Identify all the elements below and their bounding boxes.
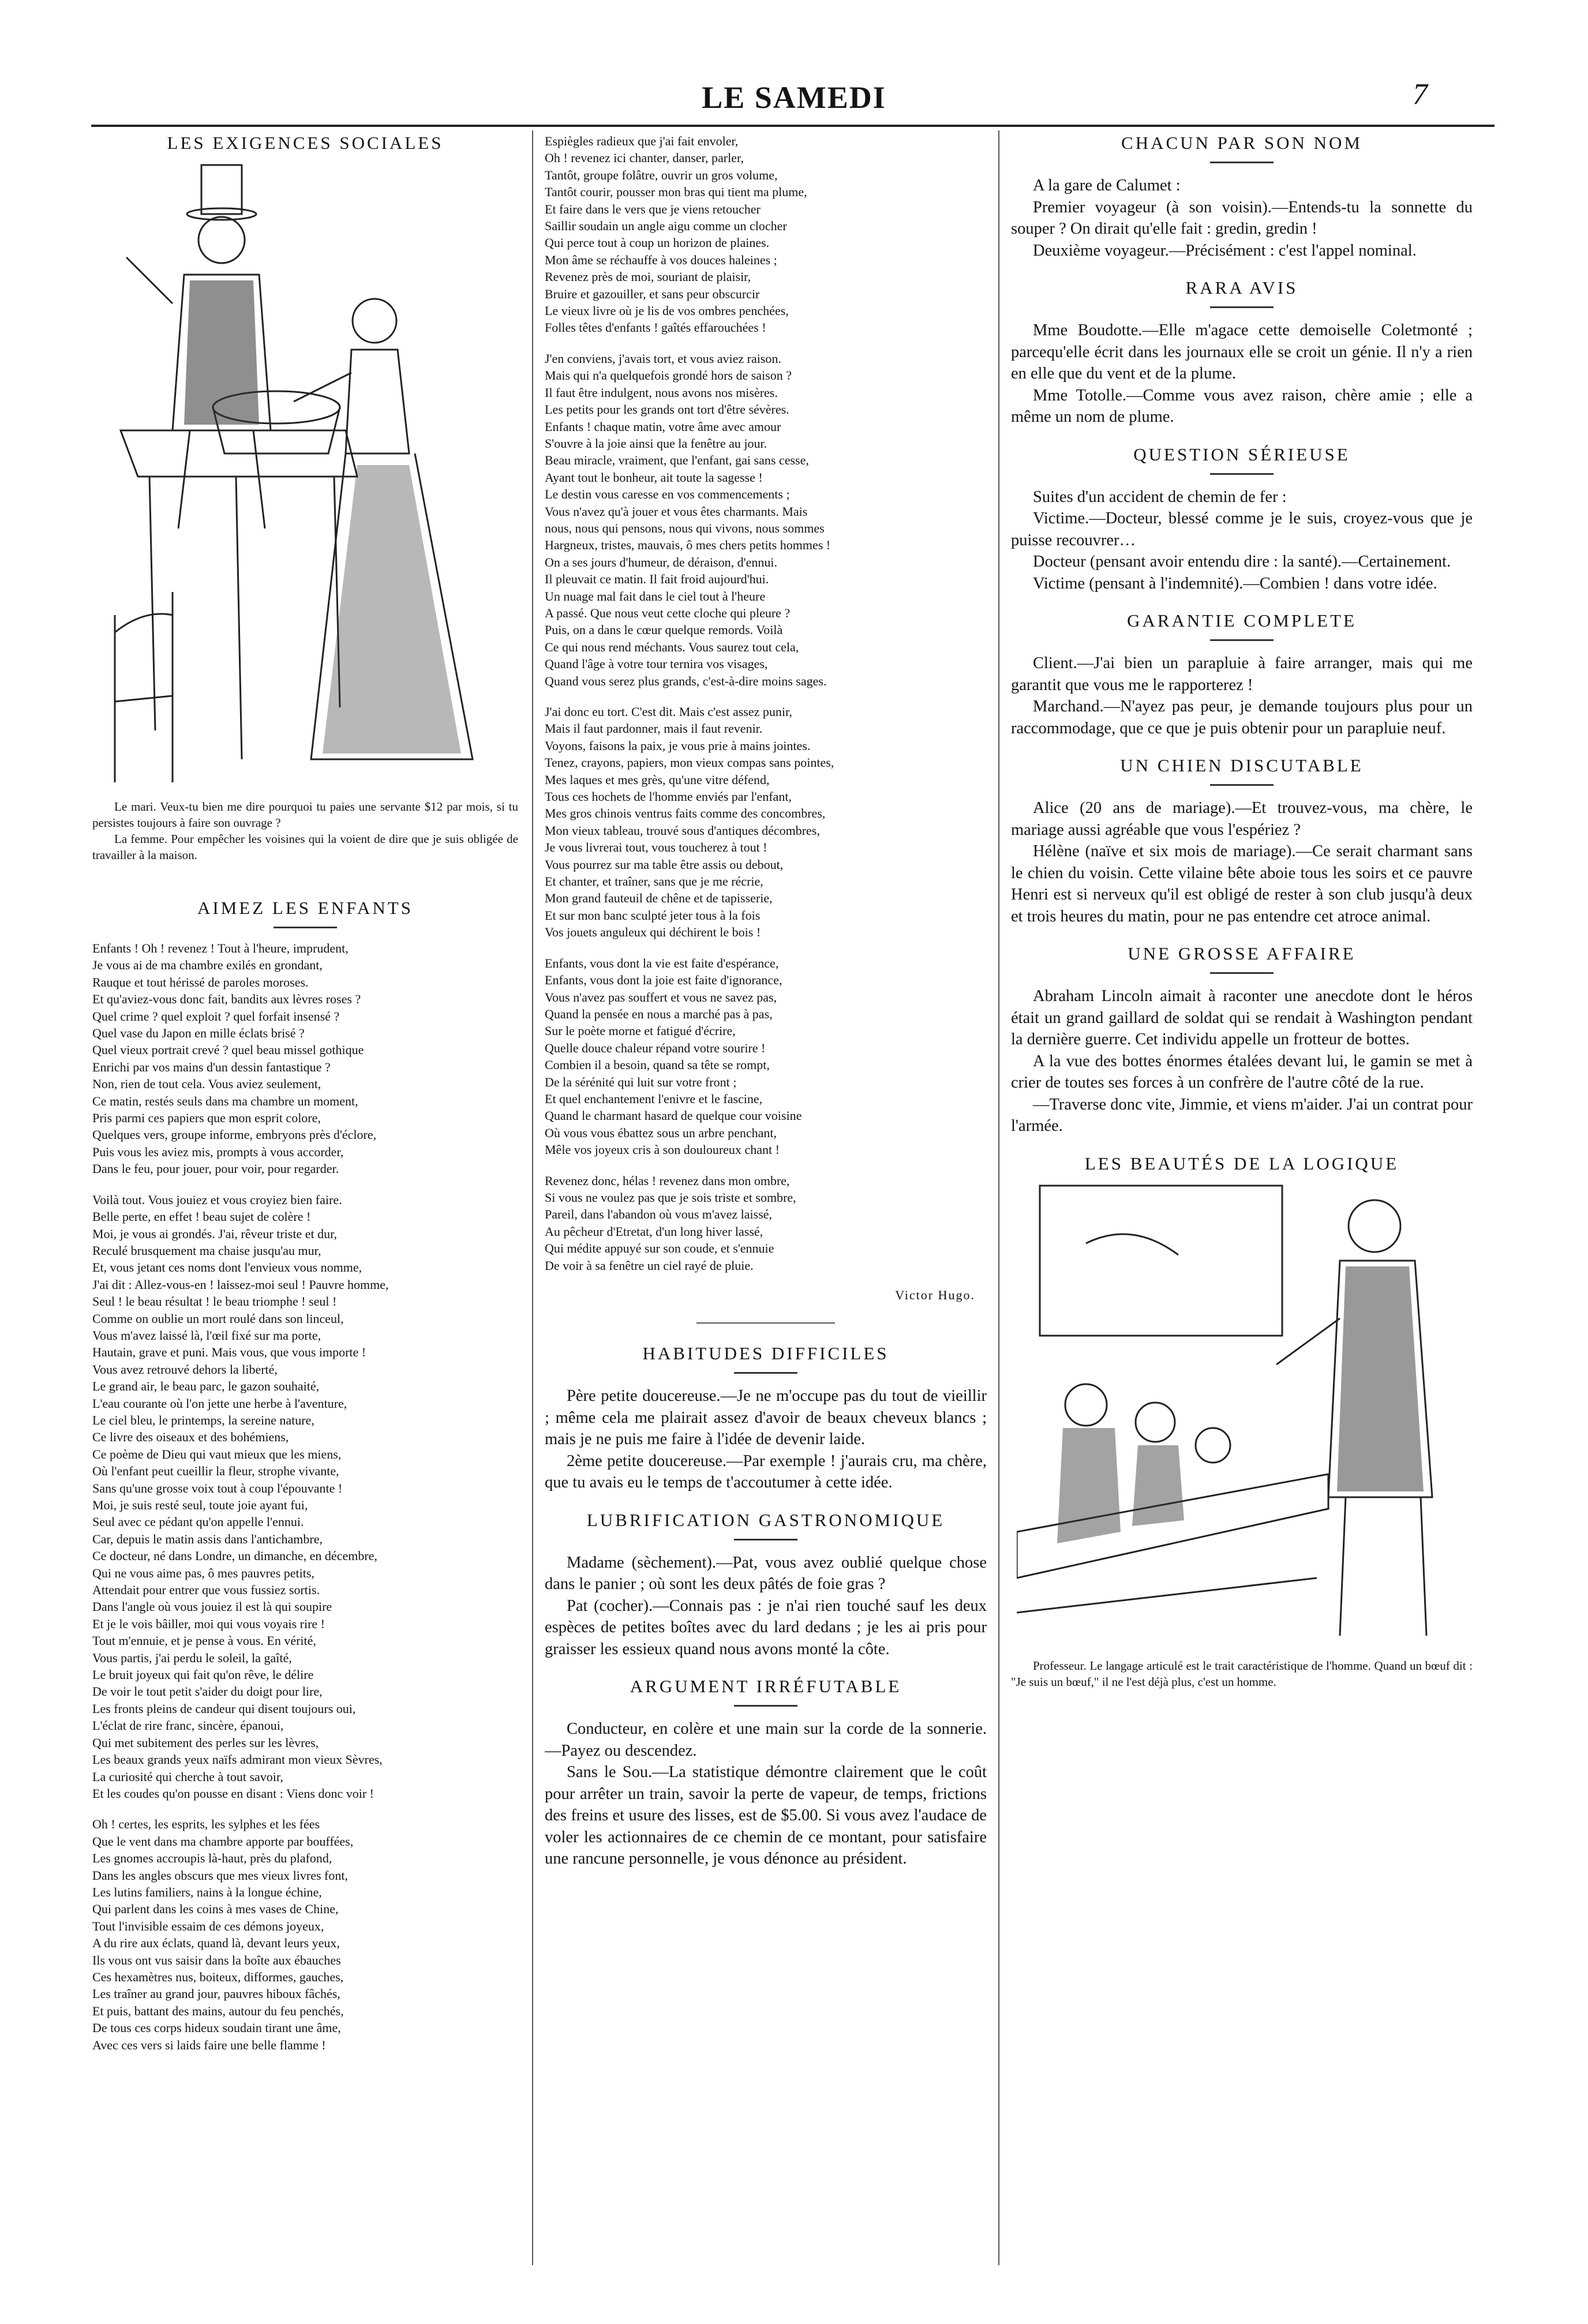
col3-anecdotes [1011, 133, 1473, 1137]
poem-line: Vous avez retrouvé dehors la liberté, [92, 1362, 278, 1377]
poem-line: Les fronts pleins de candeur qui disent toujours oui, [92, 1701, 356, 1716]
poem-line: Si vous ne voulez pas que je sois triste et sombre, [545, 1190, 796, 1205]
poem-line: Et je le vois bâiller, moi qui vous voyais rire ! [92, 1616, 325, 1631]
poem-line: Ce livre des oiseaux et des bohémiens, [92, 1430, 289, 1445]
poem-line: Le grand air, le beau parc, le gazon souhaité, [92, 1379, 320, 1394]
poem-line: Ils vous ont vus saisir dans la boîte aux ébauches [92, 1952, 341, 1967]
newspaper-masthead: LE SAMEDI [702, 80, 886, 115]
poem-line: Saillir soudain un angle aigu comme un clocher [545, 219, 787, 234]
paragraph: Docteur (pensant avoir entendu dire : la santé).—Certainement. [1033, 553, 1451, 571]
poem-line: Espiègles radieux que j'ai fait envoler, [545, 134, 739, 148]
poem-line: Oh ! certes, les esprits, les sylphes et les fées [92, 1817, 320, 1832]
anecdote-section [1011, 278, 1473, 428]
title-rule [1210, 473, 1274, 475]
poem-line: Vous m'avez laissé là, l'œil fixé sur ma porte, [92, 1328, 321, 1343]
poem-stanza [545, 350, 987, 689]
poem-line: Qui ne vous aime pas, ô mes pauvres petits, [92, 1565, 314, 1580]
paragraph: 2ème petite doucereuse.—Par exemple ! j'aurais cru, ma chère, que tu avais eu le temps de t'accoutumer à cette idée. [545, 1452, 987, 1491]
poem-line: Dans les angles obscurs que mes vieux livres font, [92, 1868, 348, 1883]
poem-line: Vous pourrez sur ma table être assis ou debout, [545, 857, 784, 872]
title-rule [734, 1705, 797, 1707]
poem-line: A passé. Que nous veut cette cloche qui pleure ? [545, 605, 791, 620]
poem-line: Vos jouets anguleux qui déchirent le bois ! [545, 925, 761, 940]
poem-line: Ce matin, restés seuls dans ma chambre un moment, [92, 1093, 358, 1108]
poem-line: A du rire aux éclats, quand là, devant leurs yeux, [92, 1936, 340, 1951]
poem-line: Tenez, crayons, papiers, mon vieux compas sans pointes, [545, 755, 834, 770]
poem-line: Mes gros chinois ventrus faits comme des concombres, [545, 806, 826, 821]
section-title: HABITUDES DIFFICILES [642, 1343, 889, 1363]
poem-line: Avec ces vers si laids faire une belle flamme ! [92, 2037, 326, 2052]
paragraph: —Traverse donc vite, Jimmie, et viens m'aider. J'ai un contrat pour l'armée. [1011, 1095, 1473, 1135]
poem-line: Reculé brusquement ma chaise jusqu'au mur, [92, 1243, 321, 1258]
poem-line: Le destin vous caresse en vos commencements ; [545, 487, 790, 502]
cartoon-illustration-exigences [103, 153, 507, 788]
poem-line: Quand la pensée en nous a marché pas à pas, [545, 1006, 773, 1021]
poem-line: Quand l'âge à votre tour ternira vos visages, [545, 657, 768, 672]
poem-line: Les traîner au grand jour, pauvres hiboux fâchés, [92, 1986, 340, 2001]
section-body [545, 1552, 987, 1660]
poem-line: Qui perce tout à coup un horizon de plaines. [545, 235, 770, 250]
poem-line: Rauque et tout hérissé de paroles moroses. [92, 974, 309, 989]
poem-line: Tantôt, groupe folâtre, ouvrir un gros volume, [545, 167, 778, 182]
poem-line: Enfants ! chaque matin, votre âme avec amour [545, 419, 781, 434]
poem-line: Revenez donc, hélas ! revenez dans mon ombre, [545, 1173, 790, 1188]
poem-line: Et, vous jetant ces noms dont l'envieux vous nomme, [92, 1260, 362, 1275]
title-rule [1210, 306, 1274, 308]
poem-line: Et qu'aviez-vous donc fait, bandits aux lèvres roses ? [92, 992, 361, 1007]
caption-line: Le mari. Veux-tu bien me dire pourquoi tu paies une servante $12 par mois, si tu persistes toujours à faire son ouvrage ? [92, 800, 518, 830]
paragraph: Premier voyageur (à son voisin).—Entends-tu la sonnette du souper ? On dirait qu'elle fait : gredin, gredin ! [1011, 198, 1473, 238]
poem-line: Le vieux livre où je lis de vos ombres penchées, [545, 303, 789, 318]
section-title: RARA AVIS [1185, 278, 1298, 298]
poem-line: Dans le feu, pour jouer, pour voir, pour regarder. [92, 1161, 339, 1176]
poem-line: Voyons, faisons la paix, je vous prie à mains jointes. [545, 738, 811, 753]
poem-line: Le bruit joyeux qui fait qu'on rêve, le délire [92, 1667, 314, 1682]
anecdote-section [1011, 133, 1473, 261]
paragraph: Mme Boudotte.—Elle m'agace cette demoiselle Coletmonté ; parcequ'elle écrit dans les journaux elle se croit un génie. Il n'y a rien en elle que du vent et de la plume. [1011, 321, 1473, 383]
title-rule [1210, 162, 1274, 163]
page-number: 7 [1413, 78, 1428, 111]
poem-line: Un nuage mal fait dans le ciel tout à l'heure [545, 589, 766, 604]
poem-line: Voilà tout. Vous jouiez et vous croyiez bien faire. [92, 1192, 342, 1207]
poem-stanza [545, 955, 987, 1159]
cartoon-illustration-logique [1017, 1174, 1467, 1647]
anecdote-section [1011, 755, 1473, 927]
poem-line: L'eau courante où l'on jette une herbe à l'aventure, [92, 1396, 347, 1411]
paragraph: Suites d'un accident de chemin de fer : [1033, 488, 1287, 506]
section-title: CHACUN PAR SON NOM [1121, 133, 1362, 153]
paragraph: Deuxième voyageur.—Précisément : c'est l'appel nominal. [1033, 241, 1417, 260]
section-body [1011, 653, 1473, 739]
poem-line: Moi, je suis resté seul, toute joie ayant fui, [92, 1498, 308, 1512]
title-rule [1210, 639, 1274, 641]
section-title: UNE GROSSE AFFAIRE [1128, 943, 1356, 964]
poem-line: Les gnomes accroupis là-haut, près du plafond, [92, 1851, 332, 1866]
poem-line: Folles têtes d'enfants ! gaîtés effarouchées ! [545, 320, 766, 335]
poem-line: Et sur mon banc sculpté jeter tous à la fois [545, 908, 761, 923]
poem-line: Tantôt courir, pousser mon bras qui tient ma plume, [545, 185, 807, 200]
poem-line: nous, nous qui pensons, nous qui vivons, nous sommes [545, 520, 825, 535]
cartoon-caption [1011, 1658, 1473, 1690]
poem-line: Vous partis, j'ai perdu le soleil, la gaîté, [92, 1650, 292, 1665]
poem-line: Quel vase du Japon en mille éclats brisé ? [92, 1026, 305, 1041]
column-divider-2 [998, 130, 999, 2265]
poem-line: Puis vous les aviez mis, prompts à vous accorder, [92, 1144, 344, 1159]
paragraph: Conducteur, en colère et une main sur la corde de la sonnerie.—Payez ou descendez. [545, 1720, 987, 1760]
poem-line: Qui met subitement des perles sur les lèvres, [92, 1735, 319, 1750]
poem-line: Et les coudes qu'on pousse en disant : Viens donc voir ! [92, 1786, 374, 1801]
poem-line: Enfants, vous dont la vie est faite d'espérance, [545, 955, 779, 970]
paragraph: A la vue des bottes énormes étalées devant lui, le gamin se met à crier de toutes ses forces à un confrère de l'autre côté de la rue. [1011, 1052, 1473, 1092]
poem-line: Je vous livrerai tout, vous toucherez à tout ! [545, 840, 767, 855]
anecdote-section [545, 1343, 987, 1494]
poem-line: Mon vieux tableau, trouvé sous d'antiques décombres, [545, 823, 820, 838]
poem-body-part-2 [545, 133, 987, 1274]
poem-line: Ces hexamètres nus, boiteux, difformes, gauches, [92, 1969, 344, 1984]
poem-line: De tous ces corps hideux soudain tirant une âme, [92, 2021, 341, 2036]
paragraph: Père petite doucereuse.—Je ne m'occupe pas du tout de vieillir ; même cela me plairait assez d'avoir de beaux cheveux blancs ; mais je ne puis me faire à l'idée de devenir laide. [545, 1387, 987, 1448]
poem-line: Les beaux grands yeux naïfs admirant mon vieux Sèvres, [92, 1752, 383, 1767]
poem-line: Seul avec ce pédant qu'on appelle l'ennui. [92, 1515, 304, 1530]
caption-line: La femme. Pour empêcher les voisines qui la voient de dire que je suis obligée de travailler à la maison. [92, 832, 518, 862]
poem-line: Tout m'ennuie, et je pense à vous. En vérité, [92, 1633, 316, 1648]
caption-text: Professeur. Le langage articulé est le trait caractéristique de l'homme. Quand un bœuf dit : "Je suis un bœuf," il ne l'est déjà plus, c'est un homme. [1011, 1658, 1473, 1689]
cartoon-caption [92, 799, 518, 863]
section-title: LUBRIFICATION GASTRONOMIQUE [586, 1509, 945, 1530]
poem-line: La curiosité qui cherche à tout savoir, [92, 1769, 283, 1784]
poem-line: Belle perte, en effet ! beau sujet de colère ! [92, 1209, 311, 1224]
poem-line: Il pleuvait ce matin. Il fait froid aujourd'hui. [545, 572, 769, 587]
poem-line: Et chanter, et traîner, sans que je me récrie, [545, 874, 763, 889]
poem-line: Enrichi par vos mains d'un dessin fantastique ? [92, 1059, 331, 1074]
poem-line: Où vous vous ébattez sous un arbre penchant, [545, 1125, 777, 1140]
poem-line: Mes laques et mes grès, qu'une vitre défend, [545, 772, 770, 787]
column-2 [545, 133, 987, 1886]
section-title: UN CHIEN DISCUTABLE [1120, 755, 1364, 775]
poem-line: L'éclat de rire franc, sincère, épanoui, [92, 1718, 284, 1733]
title-rule [734, 1539, 797, 1540]
poem-title: AIMEZ LES ENFANTS [197, 898, 413, 918]
poem-line: Puis, on a dans le cœur quelque remords. Voilà [545, 623, 783, 638]
poem-line: Les petits pour les grands ont tort d'être sévères. [545, 402, 789, 417]
paragraph: Mme Totolle.—Comme vous avez raison, chère amie ; elle a même un nom de plume. [1011, 386, 1473, 426]
poem-line: Ce docteur, né dans Londre, un dimanche, en décembre, [92, 1549, 377, 1564]
poem-line: Quel vieux portrait crevé ? quel beau missel gothique [92, 1043, 364, 1058]
poem-line: De voir à sa fenêtre un ciel rayé de pluie. [545, 1258, 754, 1273]
poem-line: S'ouvre à la joie ainsi que la fenêtre au jour. [545, 436, 767, 451]
poem-line: Comme on oublie un mort roulé dans son linceul, [92, 1311, 344, 1326]
poem-line: Sans qu'une grosse voix tout à coup l'épouvante ! [92, 1480, 343, 1495]
poem-line: Moi, je vous ai grondés. J'ai, rêveur triste et dur, [92, 1226, 338, 1241]
poem-line: J'en conviens, j'avais tort, et vous aviez raison. [545, 351, 781, 366]
poem-stanza [92, 1191, 518, 1802]
section-body [1011, 985, 1473, 1137]
col2-anecdotes [545, 1343, 987, 1870]
paragraph: Victime (pensant à l'indemnité).—Combien ! dans votre idée. [1033, 574, 1437, 593]
anecdote-section [1011, 444, 1473, 595]
poem-line: Vous n'avez qu'à jouer et vous êtes charmants. Mais [545, 504, 808, 519]
poem-body-part-1 [92, 940, 518, 2053]
anecdote-section [545, 1676, 987, 1870]
column-divider-1 [532, 130, 533, 2265]
paragraph: Sans le Sou.—La statistique démontre clairement que le coût pour arrêter un train, savoir la perte de vapeur, de temps, frictions des freins et usure des lisses, est de $5.00. Si vous avez l'audace de voler les actionnaires de ce chemin de ce montant, pour satisfaire une rancune personnelle, je vous dénonce au président. [545, 1763, 987, 1868]
poem-line: Seul ! le beau résultat ! le beau triomphe ! seul ! [92, 1294, 337, 1309]
title-rule [734, 1372, 797, 1374]
poem-line: Hargneux, tristes, mauvais, ô mes chers petits hommes ! [545, 538, 831, 553]
poem-line: Il faut être indulgent, nous avons nos misères. [545, 385, 778, 400]
poem-line: Et quel enchantement l'enivre et le fascine, [545, 1091, 763, 1106]
section-body [1011, 175, 1473, 261]
poem-line: Qui parlent dans les coins à mes vases de Chine, [92, 1902, 339, 1917]
title-rule [1210, 784, 1274, 786]
section-title: QUESTION SÉRIEUSE [1133, 444, 1350, 464]
poem-stanza [92, 940, 518, 1178]
poem-line: Je vous ai de ma chambre exilés en grondant, [92, 958, 323, 973]
poem-line: J'ai donc eu tort. C'est dit. Mais c'est assez punir, [545, 704, 792, 719]
poem-line: Mon grand fauteuil de chêne et de tapisserie, [545, 891, 773, 906]
poem-line: Car, depuis le matin assis dans l'antichambre, [92, 1531, 323, 1546]
poem-line: Dans l'angle où vous jouiez il est là qui soupire [92, 1599, 332, 1614]
poem-line: Attendait pour entrer que vous fussiez sortis. [92, 1583, 320, 1598]
section-title: ARGUMENT IRRÉFUTABLE [630, 1676, 902, 1696]
poem-line: De la sérénité qui luit sur votre front ; [545, 1074, 737, 1089]
poem-stanza [545, 133, 987, 336]
poem-line: Pris parmi ces papiers que mon esprit colore, [92, 1111, 321, 1126]
paragraph: Pat (cocher).—Connais pas : je n'ai rien touché sauf les deux espèces de petites boîtes avec du lard dedans ; je les ai pris pour graisser les essieux quand nous avons monté la côte. [545, 1596, 987, 1658]
section-title: GARANTIE COMPLETE [1127, 610, 1357, 631]
poem-line: Combien il a besoin, quand sa tête se rompt, [545, 1058, 770, 1073]
paragraph: Alice (20 ans de mariage).—Et trouvez-vous, ma chère, le mariage aussi agréable que vous l'espériez ? [1011, 799, 1473, 839]
section-body [1011, 486, 1473, 595]
poem-line: Quand le charmant hasard de quelque cour voisine [545, 1108, 802, 1123]
paragraph: Client.—J'ai bien un parapluie à faire arranger, mais qui me garantit que vous me le rapporterez ! [1011, 654, 1473, 694]
title-rule [274, 927, 337, 928]
title-rule [1210, 972, 1274, 974]
paragraph: Madame (sèchement).—Pat, vous avez oublié quelque chose dans le panier ; où sont les deux pâtés de foie gras ? [545, 1553, 987, 1593]
paragraph: A la gare de Calumet : [1033, 177, 1181, 194]
poem-line: Ce qui nous rend méchants. Vous saurez tout cela, [545, 639, 799, 654]
poem-line: Quand vous serez plus grands, c'est-à-dire moins sages. [545, 673, 827, 688]
poem-line: Enfants, vous dont la joie est faite d'ignorance, [545, 973, 782, 988]
poem-line: Et faire dans le vers que je viens retoucher [545, 201, 761, 216]
poem-line: Beau miracle, vraiment, que l'enfant, gai sans cesse, [545, 453, 809, 468]
poem-line: Ayant tout le bonheur, ait toute la sagesse ! [545, 470, 763, 485]
poem-line: Sur le poète morne et fatigué d'écrire, [545, 1024, 736, 1039]
poem-line: Pareil, dans l'abandon où vous m'avez laissé, [545, 1207, 773, 1222]
column-3 [1011, 133, 1473, 1690]
anecdote-section [545, 1510, 987, 1660]
paragraph: Victime.—Docteur, blessé comme je le suis, croyez-vous que je puisse recouvrer… [1011, 509, 1473, 549]
separator-rule [696, 1322, 835, 1324]
poem-line: Les lutins familiers, nains à la longue échine, [92, 1884, 322, 1899]
poem-line: Que le vent dans ma chambre apporte par bouffées, [92, 1834, 354, 1849]
header-rule [91, 125, 1495, 127]
anecdote-section [1011, 943, 1473, 1137]
cartoon-title: LES BEAUTÉS DE LA LOGIQUE [1084, 1153, 1399, 1174]
poem-line: Enfants ! Oh ! revenez ! Tout à l'heure, imprudent, [92, 941, 349, 955]
poem-line: Mêle vos joyeux cris à son douloureux chant ! [545, 1142, 780, 1157]
poem-line: Hautain, grave et puni. Mais vous, que vous importe ! [92, 1345, 366, 1360]
section-body [1011, 320, 1473, 428]
poem-line: J'ai dit : Allez-vous-en ! laissez-moi seul ! Pauvre homme, [92, 1277, 389, 1292]
paragraph: Abraham Lincoln aimait à raconter une anecdote dont le héros était un grand gaillard de soldat qui se rendait à Washington pendant la dernière guerre. Cet individu appelle un frotteur de bottes. [1011, 987, 1473, 1048]
cartoon-title: LES EXIGENCES SOCIALES [167, 133, 444, 153]
poem-signature: Victor Hugo. [895, 1288, 975, 1302]
poem-line: Mon âme se réchauffe à vos douces haleines ; [545, 252, 777, 267]
poem-line: Ce poème de Dieu qui vaut mieux que les miens, [92, 1446, 342, 1461]
poem-line: Tous ces hochets de l'homme enviés par l'enfant, [545, 789, 792, 804]
column-1 [92, 133, 518, 2067]
anecdote-section [1011, 610, 1473, 739]
poem-line: Qui médite appuyé sur son coude, et s'ennuie [545, 1241, 774, 1256]
section-body [1011, 797, 1473, 927]
poem-line: Mais il faut pardonner, mais il faut revenir. [545, 721, 763, 736]
section-body [545, 1718, 987, 1870]
poem-stanza [545, 1172, 987, 1274]
poem-line: Quelle douce chaleur répand votre sourire ! [545, 1040, 766, 1055]
poem-stanza [545, 703, 987, 941]
poem-line: Quel crime ? quel exploit ? quel forfait insensé ? [92, 1009, 340, 1024]
poem-line: Le ciel bleu, le printemps, la sereine nature, [92, 1412, 314, 1427]
poem-line: Au pêcheur d'Etretat, d'un long hiver lassé, [545, 1224, 763, 1239]
poem-line: On a ses jours d'humeur, de déraison, d'ennui. [545, 554, 777, 569]
poem-line: Vous n'avez pas souffert et vous ne savez pas, [545, 989, 777, 1004]
poem-stanza [92, 1816, 518, 2053]
poem-line: Où l'enfant peut cueillir la fleur, strophe vivante, [92, 1464, 339, 1479]
poem-line: Bruire et gazouiller, et sans peur obscurcir [545, 286, 760, 301]
poem-line: Tout l'invisible essaim de ces démons joyeux, [92, 1918, 324, 1933]
poem-line: Revenez près de moi, souriant de plaisir, [545, 269, 751, 284]
poem-line: De voir le tout petit s'aider du doigt pour lire, [92, 1684, 323, 1699]
paragraph: Hélène (naïve et six mois de mariage).—Ce serait charmant sans le chien du voisin. Cette vilaine bête aboie tous les soirs et ce pauvre Henri est si nerveux qu'il est obligé de rester à son club jusqu'à deux et trois heures du matin, pour ne pas entendre cet atroce animal. [1011, 842, 1473, 925]
poem-line: Et puis, battant des mains, autour du feu penchés, [92, 2003, 344, 2018]
poem-line: Non, rien de tout cela. Vous aviez seulement, [92, 1077, 321, 1092]
poem-line: Oh ! revenez ici chanter, danser, parler, [545, 151, 744, 166]
paragraph: Marchand.—N'ayez pas peur, je demande toujours plus pour un raccommodage, que ce que je puis obtenir pour un parapluie neuf. [1011, 698, 1473, 737]
section-body [545, 1385, 987, 1494]
poem-line: Quelques vers, groupe informe, embryons près d'éclore, [92, 1127, 377, 1142]
poem-line: Mais qui n'a quelquefois grondé hors de saison ? [545, 368, 792, 383]
